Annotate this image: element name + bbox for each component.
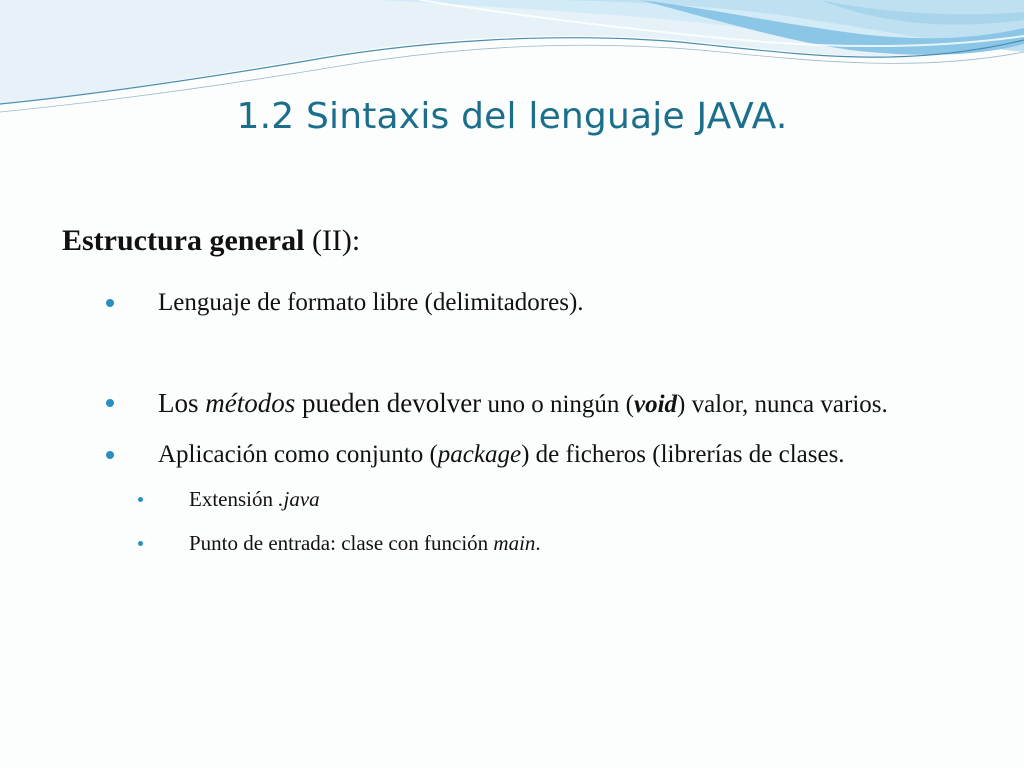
- section-heading-bold: Estructura general: [62, 224, 305, 257]
- bullet-dot-icon: [106, 299, 114, 307]
- sub-bullet-text-italic: main: [493, 531, 536, 555]
- bullet-list: [62, 286, 962, 472]
- sub-list-item: [62, 528, 962, 558]
- bullet-text-italic: métodos: [205, 388, 296, 418]
- sub-bullet-text-part: Punto de entrada: clase con función: [189, 531, 494, 555]
- bullet-text-bold-italic: void: [633, 391, 678, 418]
- section-heading: [62, 224, 962, 258]
- bullet-text-part: ) valor, nunca varios.: [677, 391, 888, 418]
- sub-bullet-dot-icon: [138, 541, 143, 546]
- list-item: [62, 386, 898, 422]
- sub-bullet-dot-icon: [138, 497, 143, 502]
- sub-list-item: [62, 484, 962, 514]
- list-item: [62, 438, 898, 472]
- bullet-text-italic: package: [437, 441, 522, 468]
- sub-bullet-list: [62, 484, 962, 558]
- bullet-text-part: Aplicación como conjunto (: [158, 441, 438, 468]
- list-item: [62, 286, 898, 320]
- bullet-text-part: ) de ficheros (librerías de clases.: [521, 441, 845, 468]
- sub-bullet-text-italic: .java: [278, 487, 320, 511]
- slide-content: [62, 224, 962, 558]
- page-title: 1.2 Sintaxis del lenguaje JAVA.: [236, 96, 788, 137]
- section-heading-suffix: (II):: [304, 224, 361, 257]
- sub-bullet-text-part: .: [535, 531, 541, 555]
- bullet-text: Lenguaje de formato libre (delimitadores).: [158, 289, 584, 316]
- bullet-text-part: uno o ningún (: [481, 391, 634, 418]
- bullet-dot-icon: [106, 451, 114, 459]
- sub-bullet-text-part: Extensión: [189, 487, 279, 511]
- bullet-text-part: pueden devolver: [295, 388, 482, 418]
- bullet-dot-icon: [106, 399, 114, 407]
- bullet-text-part: Los: [158, 388, 206, 418]
